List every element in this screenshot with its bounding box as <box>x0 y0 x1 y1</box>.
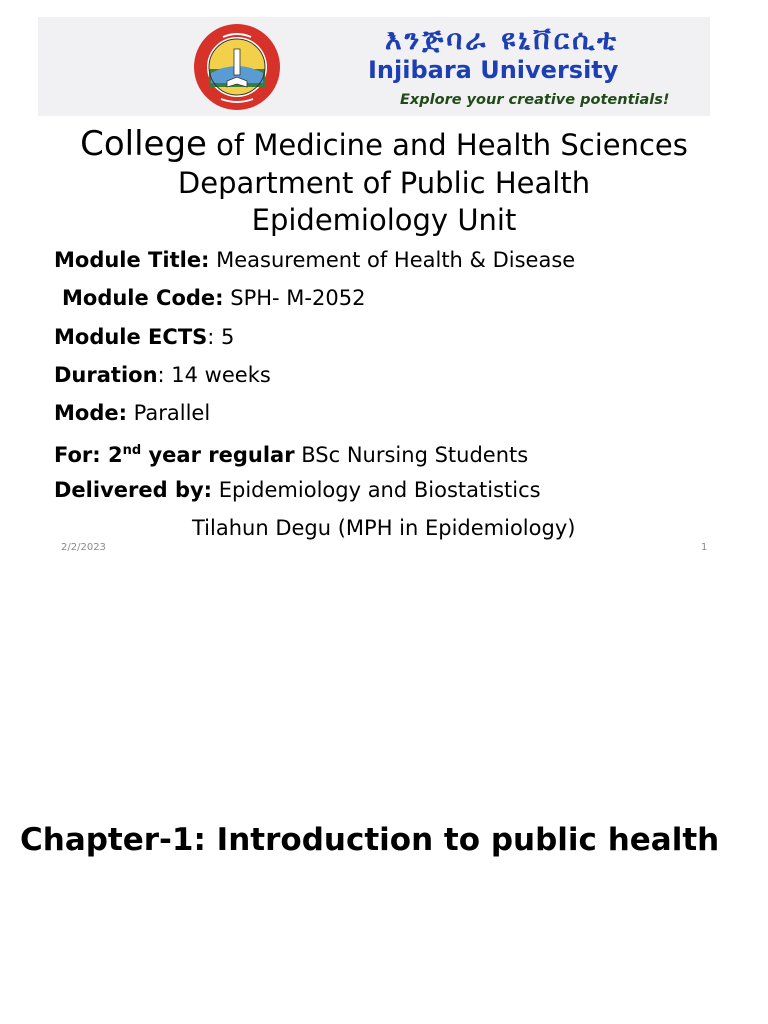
delivered-by-value: Epidemiology and Biostatistics <box>212 478 541 502</box>
department-heading: Department of Public Health <box>177 166 591 200</box>
instructor-name: Tilahun Degu (MPH in Epidemiology) <box>192 516 576 540</box>
delivered-by-label: Delivered by: <box>54 478 213 502</box>
module-title-row <box>54 246 575 274</box>
mode-label: Mode: <box>54 401 127 425</box>
module-title-label: Module Title: <box>54 248 210 272</box>
university-tagline: Explore your creative potentials! <box>400 92 670 108</box>
university-name: Injibara University <box>368 56 619 84</box>
module-ects-label: Module ECTS <box>54 325 208 349</box>
mode-value: Parallel <box>127 401 211 425</box>
slide-page-number: 1 <box>701 542 708 553</box>
duration-label: Duration <box>54 363 158 387</box>
module-ects-row <box>54 323 234 351</box>
college-heading <box>0 125 768 164</box>
duration-row <box>54 361 271 389</box>
delivered-by-row <box>54 476 541 504</box>
audience-row <box>54 437 528 469</box>
audience-label: For: 2nd year regular <box>54 443 295 467</box>
module-code-value: SPH- M-2052 <box>223 286 366 310</box>
university-banner <box>38 17 710 116</box>
module-title-value: Measurement of Health & Disease <box>209 248 576 272</box>
module-code-row <box>62 284 365 312</box>
university-seal-logo <box>193 23 281 111</box>
ordinal-suffix: nd <box>122 443 142 458</box>
audience-value: BSc Nursing Students <box>294 443 529 467</box>
unit-heading: Epidemiology Unit <box>251 203 517 237</box>
module-ects-value: : 5 <box>207 325 235 349</box>
duration-value: : 14 weeks <box>157 363 271 387</box>
slide-date: 2/2/2023 <box>61 542 106 553</box>
college-word: College <box>80 124 207 164</box>
chapter-title: Chapter-1: Introduction to public health <box>20 822 720 858</box>
mode-row <box>54 399 210 427</box>
module-code-label: Module Code: <box>62 286 224 310</box>
college-rest: of Medicine and Health Sciences <box>206 128 688 162</box>
amharic-university-name: እንጅባራ ዩኒቨርሲቲ <box>384 23 620 56</box>
